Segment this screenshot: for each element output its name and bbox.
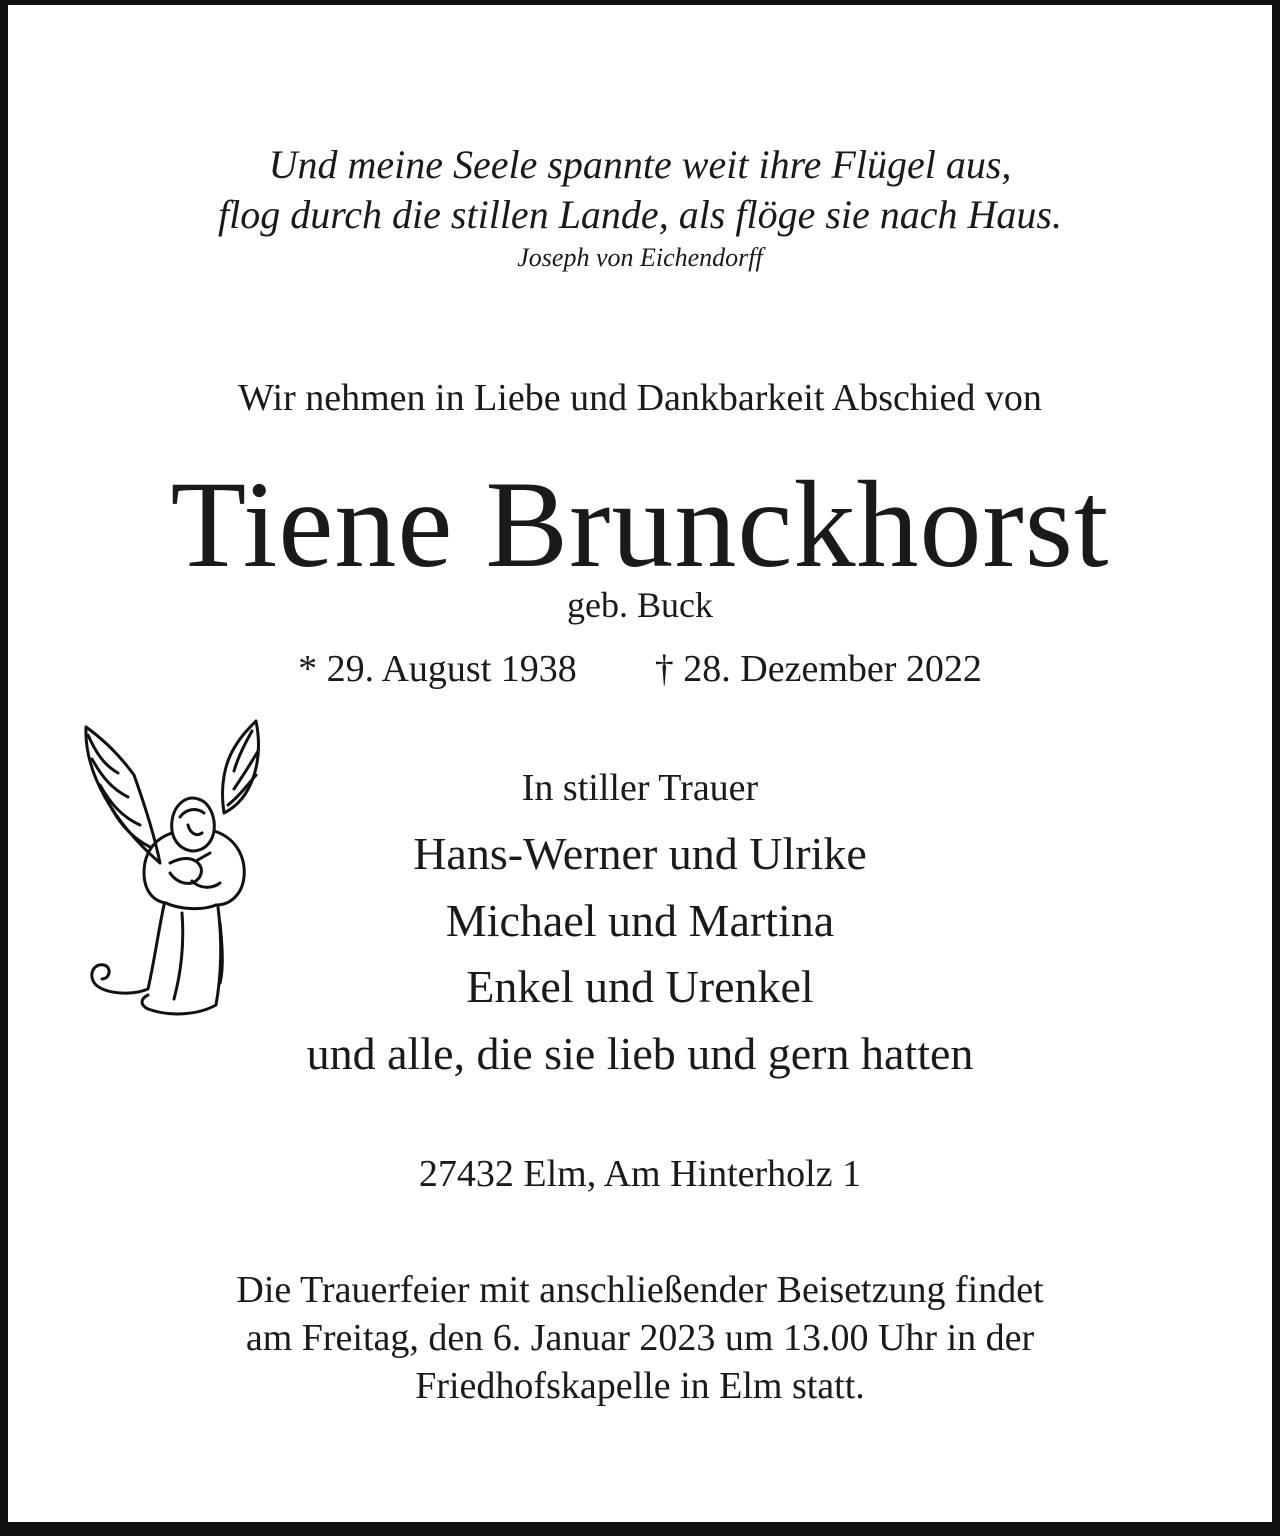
mourning-heading: In stiller Trauer (521, 767, 759, 809)
farewell-intro: Wir nehmen in Liebe und Dankbarkeit Abschied von (238, 377, 1042, 419)
birth-date: * 29. August 1938 (298, 648, 577, 690)
ceremony-line: am Freitag, den 6. Januar 2023 um 13.00 Uhr in der (245, 1317, 1035, 1359)
ceremony-line: Die Trauerfeier mit anschließender Beisetzung findet (236, 1269, 1044, 1311)
deceased-name: Tiene Brunckhorst (170, 456, 1110, 593)
death-date: † 28. Dezember 2022 (654, 648, 982, 690)
quote-line-1: Und meine Seele spannte weit ihre Flügel aus, (268, 142, 1012, 187)
mourner-line: Enkel und Urenkel (466, 961, 814, 1012)
mourner-line: Michael und Martina (445, 895, 835, 946)
mourner-line: Hans-Werner und Ulrike (413, 828, 867, 879)
birth-name: geb. Buck (567, 585, 713, 625)
quote-line-2: flog durch die stillen Lande, als flöge sie nach Haus. (217, 192, 1062, 237)
ceremony-line: Friedhofskapelle in Elm statt. (415, 1365, 865, 1407)
quote-author: Joseph von Eichendorff (517, 243, 763, 272)
life-dates (8, 650, 1272, 688)
family-address: 27432 Elm, Am Hinterholz 1 (418, 1153, 862, 1195)
mourner-line: und alle, die sie lieb und gern hatten (306, 1028, 974, 1079)
